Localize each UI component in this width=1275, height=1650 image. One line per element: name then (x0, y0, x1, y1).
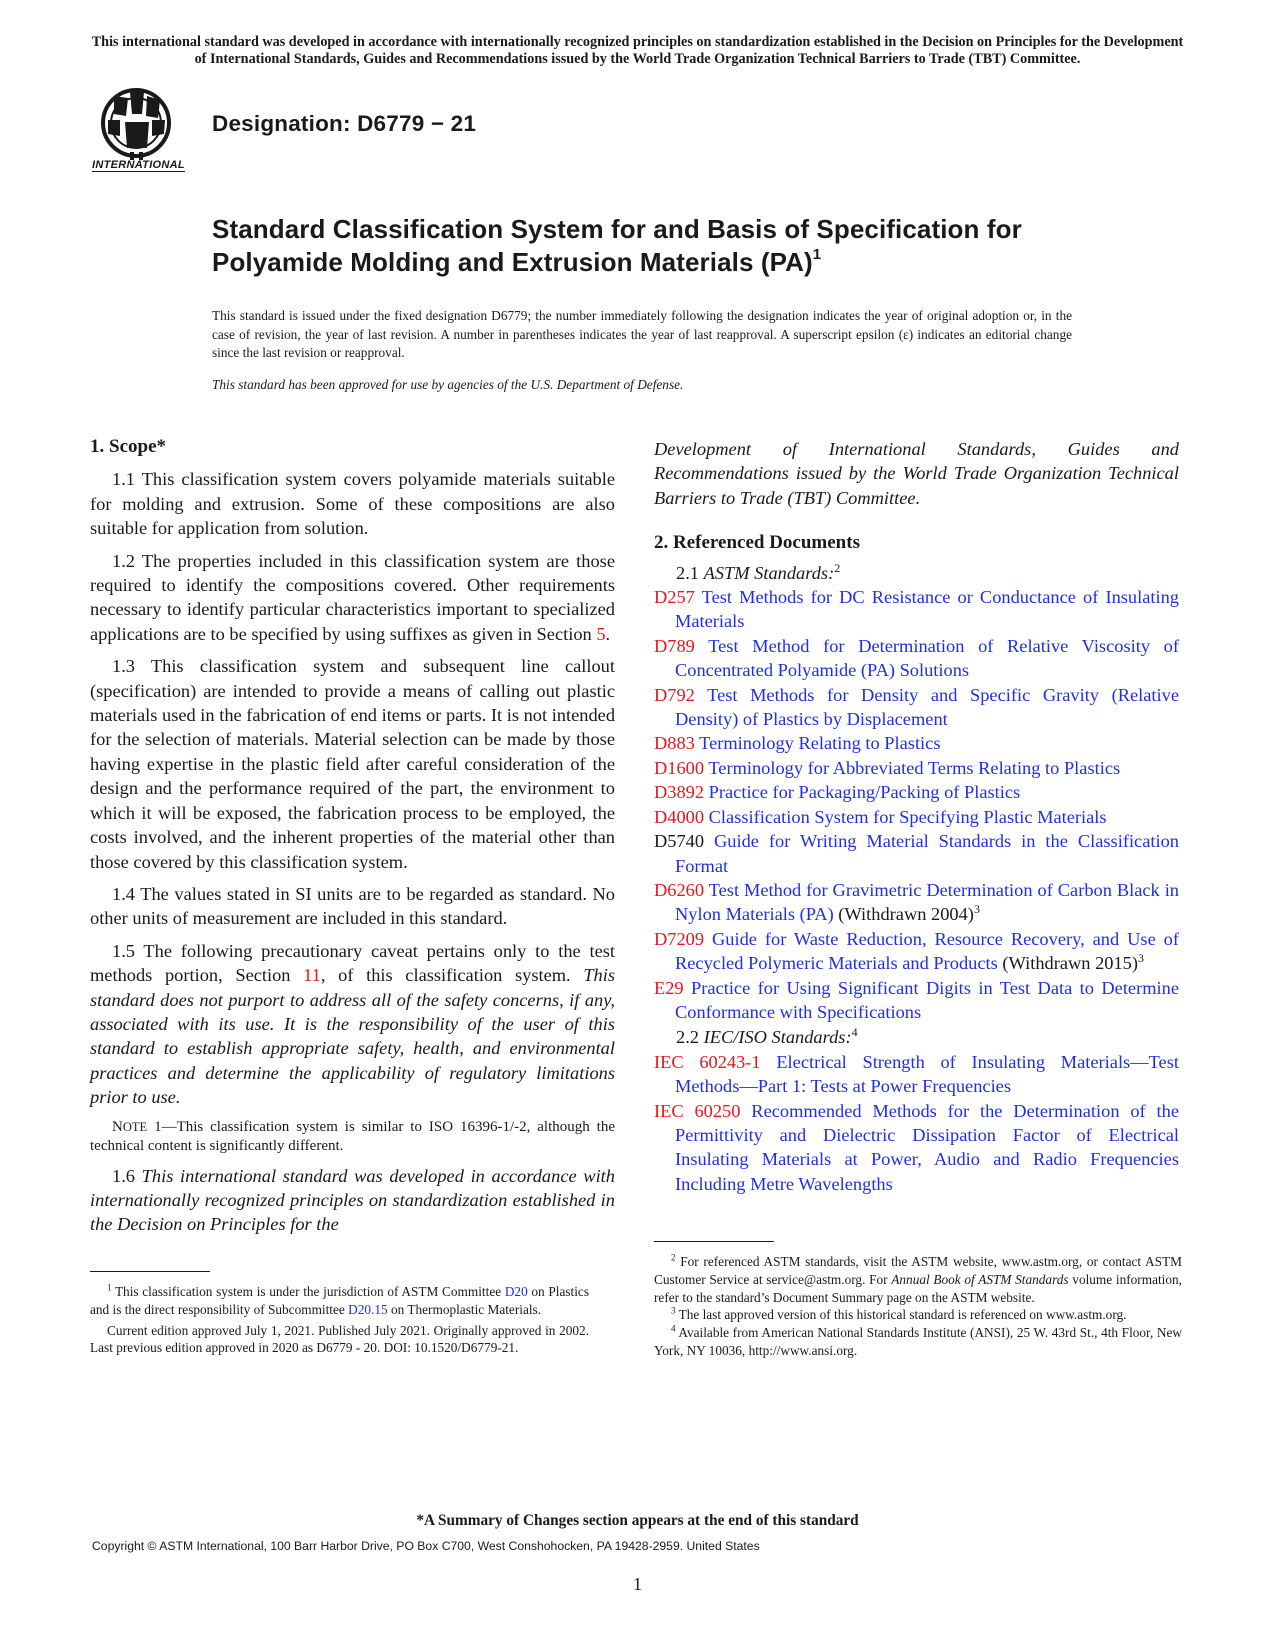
designation: Designation: D6779 − 21 (212, 111, 477, 136)
reference-title-link[interactable]: Test Methods for Density and Specific Gravity (Relative Density) of Plastics by Displacement (675, 684, 1179, 730)
reference-item (654, 756, 1179, 780)
withdrawn-note: (Withdrawn 2004) (833, 904, 974, 925)
paragraph-1-6: 1.6 This international standard was developed in accordance with internationally recognized principles on standardization established in the Decision on Principles for the (90, 1165, 615, 1235)
reference-code-link[interactable]: D3892 (654, 782, 705, 803)
issue-note: This standard is issued under the fixed designation D6779; the number immediately following the designation indicates the year of original adoption or, in the case of revision, the year of last revision. A number in parentheses indicates the year of last reapproval. A superscript epsilon (ε) indicates an editorial change since the last revision or reapproval. (212, 308, 1072, 361)
reference-item (654, 805, 1179, 829)
scope-heading: 1. Scope* (90, 436, 166, 457)
footnote-3: $^3$ The last approved version of this historical standard is referenced on www.astm.org. (671, 1305, 1127, 1323)
reference-title-link[interactable]: Test Method for Determination of Relative Viscosity of Concentrated Polyamide (PA) Solutions (675, 635, 1179, 681)
paragraph-1-1: 1.1 This classification system covers polyamide materials suitable for molding and extrusion. Some of these compositions are also suitable for application from solution. (90, 469, 615, 539)
section-11-link[interactable]: 11 (303, 965, 321, 986)
paragraph-1-2: 1.2 The properties included in this classification system are those required to identify the compositions covered. Other requirements necessary to identify particular characteristics important to specialized applications are to be specified by using suffixes as given in Section 5. (90, 550, 615, 644)
note-1: NOTE 1—This classification system is similar to ISO 16396-1/-2, although the technical content is significantly different. (90, 1118, 615, 1154)
reference-item (654, 927, 1179, 976)
reference-code-link[interactable]: IEC 60250 (654, 1100, 741, 1121)
reference-code-link[interactable]: D257 (654, 587, 695, 608)
reference-code-link[interactable]: D6260 (654, 879, 705, 900)
reference-title-link[interactable]: Classification System for Specifying Plastic Materials (704, 806, 1107, 827)
reference-title-link[interactable]: Practice for Packaging/Packing of Plastics (704, 782, 1021, 803)
paragraph-1-6-continued: Development of International Standards, Guides and Recommendations issued by the World Trade Organization Technical Barriers to Trade (TBT) Committee. (654, 439, 1179, 508)
page-number: 1 (633, 1574, 642, 1594)
reference-item (654, 634, 1179, 683)
paragraph-1-5: 1.5 The following precautionary caveat pertains only to the test methods portion, Section 11, of this classification system. This standard does not purport to address all of the safety concerns, if any, associated with its use. It is the responsibility of the user of this standard to establish appropriate safety, health, and environmental practices and determine the applicability of regulatory limitations prior to use. (90, 940, 616, 1108)
reference-code-link[interactable]: D4000 (654, 806, 705, 827)
reference-item (654, 585, 1179, 634)
reference-title-link[interactable]: Guide for Waste Reduction, Resource Recovery, and Use of Recycled Polymeric Materials and Products (675, 928, 1179, 974)
footnote-rule (654, 1241, 774, 1242)
reference-item (654, 731, 1179, 755)
title-line-2: Polyamide Molding and Extrusion Materials (PA)$^1$ (212, 246, 822, 277)
paragraph-1-4: 1.4 The values stated in SI units are to be regarded as standard. No other units of measurement are included in this standard. (90, 883, 615, 929)
footnote-1-edition: Current edition approved July 1, 2021. Published July 2021. Originally approved in 2002. Last previous edition approved in 2020 as D6779 - 20. DOI: 10.1520/D6779-21. (90, 1322, 589, 1356)
section-5-link[interactable]: 5 (596, 623, 606, 644)
reference-item (654, 683, 1179, 732)
title-footnote-mark: 1 (812, 246, 822, 264)
left-column (90, 435, 615, 1237)
reference-item (654, 829, 1179, 878)
footnote-1: $^1$ This classification system is under the jurisdiction of ASTM Committee D20 on Plastics and is the direct responsibility of Subcommittee D20.15 on Thermoplastic Materials. Current edition approved July 1, 2021. Published July 2021. Originally approved in 2002. Last previous edition approved in 2020 as D6779 - 20. DOI: 10.1520/D6779-21. (90, 1282, 590, 1356)
reference-item (654, 1099, 1179, 1197)
astm-standards-label: 2.1 ASTM Standards:$^2$ (676, 560, 841, 583)
reference-code-link[interactable]: E29 (654, 977, 684, 998)
footnote-mark: 3 (1138, 951, 1145, 965)
paragraph-1-3: 1.3 This classification system and subsequent line callout (specification) are intended to provide a means of calling out plastic materials used in the fabrication of end items or parts. It is not intended for the selection of materials. Material selection can be made by those having expertise in the plastic field after careful consideration of the design and the performance required of the part, the environment to which it will be exposed, the fabrication process to be employed, the costs involved, and the inherent properties of the material other than those covered by this classification system. (90, 656, 616, 872)
logo-text: INTERNATIONAL (92, 159, 185, 171)
reference-title-link[interactable]: Terminology Relating to Plastics (694, 733, 941, 754)
footnote-2: $^2$ For referenced ASTM standards, visit the ASTM website, www.astm.org, or contact ASTM Customer Service at service@astm.org. For Annual Book of ASTM Standards volume information, refer to the standard’s Document Summary page on the ASTM website. (654, 1252, 1182, 1305)
reference-title-link[interactable]: Test Methods for DC Resistance or Conductance of Insulating Materials (675, 587, 1179, 632)
reference-code-link[interactable]: D7209 (654, 928, 705, 949)
footnote-4: $^4$ Available from American National Standards Institute (ANSI), 25 W. 43rd St., 4th Floor, New York, NY 10036, http://www.ansi.org. (654, 1323, 1182, 1358)
iec-reference-list (654, 1050, 1179, 1196)
copyright: Copyright © ASTM International, 100 Barr Harbor Drive, PO Box C700, West Conshohocken, PA 19428-2959. United States (92, 1539, 760, 1553)
astm-logo (92, 86, 196, 182)
title-line-1: Standard Classification System for and Basis of Specification for (212, 214, 1022, 244)
reference-item (654, 780, 1179, 804)
left-footnotes (90, 1271, 589, 1357)
reference-code-link[interactable]: D792 (654, 684, 695, 705)
reference-title-link[interactable]: Electrical Strength of Insulating Materials—Test Methods—Part 1: Tests at Power Frequencies (675, 1051, 1179, 1097)
reference-title-link[interactable]: Practice for Using Significant Digits in Test Data to Determine Conformance with Specifications (675, 977, 1179, 1022)
reference-code-link[interactable]: IEC 60243-1 (654, 1051, 761, 1072)
reference-code-link[interactable]: D883 (654, 733, 695, 754)
reference-title-link[interactable]: Terminology for Abbreviated Terms Relating to Plastics (704, 757, 1121, 778)
reference-item (654, 1050, 1179, 1099)
subcommittee-d20-15-link[interactable]: D20.15 (348, 1301, 388, 1317)
top-notice: This international standard was developed in accordance with internationally recognized principles on standardization established in the Decision on Principles for the Development of International Standards, Guides and Recommendations issued by the World Trade Organization Technical Barriers to Trade (TBT) Committee. (91, 34, 1184, 67)
reference-item (654, 976, 1179, 1025)
reference-title-link[interactable]: Test Method for Gravimetric Determination of Carbon Black in Nylon Materials (PA) (675, 879, 1179, 925)
footnote-rule (90, 1271, 210, 1272)
reference-code-link: D5740 (654, 831, 705, 852)
summary-of-changes-note: *A Summary of Changes section appears at the end of this standard (416, 1512, 859, 1529)
reference-code-link[interactable]: D789 (654, 635, 695, 656)
references-heading: 2. Referenced Documents (654, 532, 860, 554)
withdrawn-note: (Withdrawn 2015) (997, 953, 1139, 974)
right-column (654, 437, 1179, 1196)
astm-reference-list (654, 585, 1179, 1024)
reference-code-link[interactable]: D1600 (654, 757, 705, 778)
right-footnotes (654, 1241, 1182, 1360)
approval-note: This standard has been approved for use by agencies of the U.S. Department of Defense. (212, 377, 684, 392)
footnote-mark: 3 (973, 902, 980, 917)
committee-d20-link[interactable]: D20 (504, 1284, 528, 1299)
iec-standards-label: 2.2 IEC/ISO Standards:$^4$ (676, 1025, 858, 1048)
reference-title-link[interactable]: Recommended Methods for the Determination of the Permittivity and Dielectric Dissipation Factor of Electrical Insulating Materials at Power, Audio and Radio Frequencies Including Metre Wavelengths (675, 1100, 1179, 1194)
reference-title-link[interactable]: Guide for Writing Material Standards in the Classification Format (675, 831, 1179, 876)
reference-item (654, 878, 1179, 927)
page-title (212, 213, 1132, 279)
